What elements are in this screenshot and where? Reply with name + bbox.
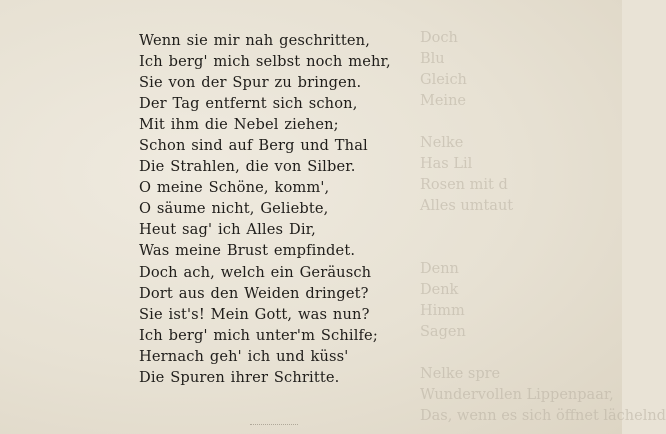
poem-line: Schon sind auf Berg und Thal — [139, 137, 368, 155]
show-through-line: Denn — [420, 261, 459, 277]
poem-line: Heut sag' ich Alles Dir, — [139, 221, 316, 239]
poem-line: Sie von der Spur zu bringen. — [139, 74, 362, 92]
show-through-line: Meine — [420, 93, 466, 109]
show-through-line: Doch — [420, 30, 458, 46]
show-through-line: Alles umtaut — [420, 198, 514, 214]
poem-line: O meine Schöne, komm', — [139, 179, 330, 197]
poem-line: Die Spuren ihrer Schritte. — [139, 368, 340, 386]
poem-line: Mit ihm die Nebel ziehen; — [139, 116, 339, 134]
show-through-line: Rosen mit d — [420, 177, 508, 193]
poem-text — [139, 30, 391, 388]
show-through-line: Nelke spre — [420, 366, 501, 382]
poem-line: O säume nicht, Geliebte, — [139, 200, 329, 218]
show-through-line — [420, 217, 666, 238]
poem-line: Dort aus den Weiden dringet? — [139, 284, 369, 302]
poem-line: Die Strahlen, die von Silber. — [139, 158, 356, 176]
poem-line: Der Tag entfernt sich schon, — [139, 95, 358, 113]
poem-line: Sie ist's! Mein Gott, was nun? — [139, 305, 370, 323]
page-edge-mark — [250, 424, 298, 431]
poem-line: Ich berg' mich selbst noch mehr, — [139, 53, 391, 71]
poem-line: Wenn sie mir nah geschritten, — [139, 32, 371, 49]
poem-line: Doch ach, welch ein Geräusch — [139, 263, 372, 281]
poem-line: Ich berg' mich unter'm Schilfe; — [139, 326, 378, 344]
poem-line: Was meine Brust empfindet. — [139, 242, 356, 260]
show-through-line: Das, wenn es sich öffnet lächelnd — [420, 408, 666, 424]
show-through-line: Wundervollen Lippenpaar, — [420, 387, 614, 403]
show-through-line: Blu — [420, 51, 445, 67]
show-through-line: Gleich — [420, 72, 467, 88]
show-through-line — [420, 343, 666, 364]
show-through-text — [420, 28, 666, 427]
show-through-line: Nelke — [420, 135, 464, 151]
show-through-line: Sagen — [420, 324, 466, 340]
show-through-line: Himm — [420, 303, 465, 319]
show-through-line — [420, 238, 666, 259]
show-through-line — [420, 112, 666, 133]
poem-line: Hernach geh' ich und küss' — [139, 347, 349, 365]
show-through-line: Has Lil — [420, 156, 473, 172]
show-through-line: Denk — [420, 282, 459, 298]
